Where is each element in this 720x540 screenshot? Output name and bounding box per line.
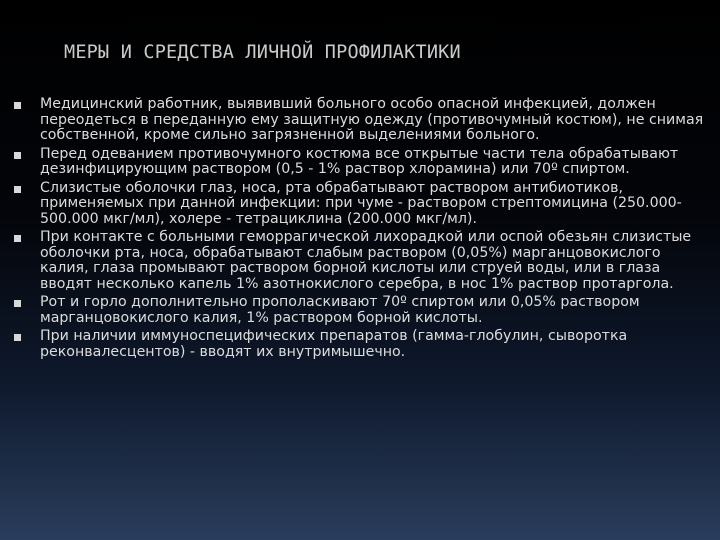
list-item [14,181,704,228]
bullet-text: Медицинский работник, выявивший больного особо опасной инфекцией, должен переодеться в переданную ему защитную одежду (противочумный костюм), не снимая собственной, кроме сильно загрязненной выделениями больного. [40,96,704,143]
list-item [14,230,704,292]
bullet-text: При контакте с больными геморрагической лихорадкой или оспой обезьян слизистые оболочки рта, носа, обрабатывают слабым раствором (0,05%) марганцовокислого калия, глаза промывают раствором борной кислоты или струей воды, или в глаза вводят несколько капель 1% азотнокислого серебра, в нос 1% раствор протаргола. [40,229,692,292]
square-bullet-icon [14,300,21,307]
square-bullet-icon [14,235,21,242]
bullet-text: Перед одеванием противочумного костюма все открытые части тела обрабатывают дезинфицирующим раствором (0,5 - 1% раствор хлорамина) или 70º спиртом. [40,145,679,177]
square-bullet-icon [14,334,21,341]
square-bullet-icon [14,186,21,193]
list-item [14,329,704,360]
square-bullet-icon [14,102,21,109]
bullet-text: Рот и горло дополнительно прополаскивают 70º спиртом или 0,05% раствором марганцовокислого калия, 1% раствором борной кислоты. [40,294,640,326]
square-bullet-icon [14,152,21,159]
bullet-text: Слизистые оболочки глаз, носа, рта обрабатывают раствором антибиотиков, применяемых при данной инфекции: при чуме - раствором стрептомицина (250.000-500.000 мкг/мл), холере - тетрациклина (200.000 мкг/мл). [40,179,682,227]
slide-title: МЕРЫ И СРЕДСТВА ЛИЧНОЙ ПРОФИЛАКТИКИ [64,42,461,63]
list-item [14,295,704,326]
bullet-text: При наличии иммуноспецифических препаратов (гамма-глобулин, сыворотка реконвалесцентов) - вводят их внутримышечно. [40,328,628,360]
list-item [14,97,704,144]
list-item [14,147,704,178]
bullet-list [14,97,704,363]
